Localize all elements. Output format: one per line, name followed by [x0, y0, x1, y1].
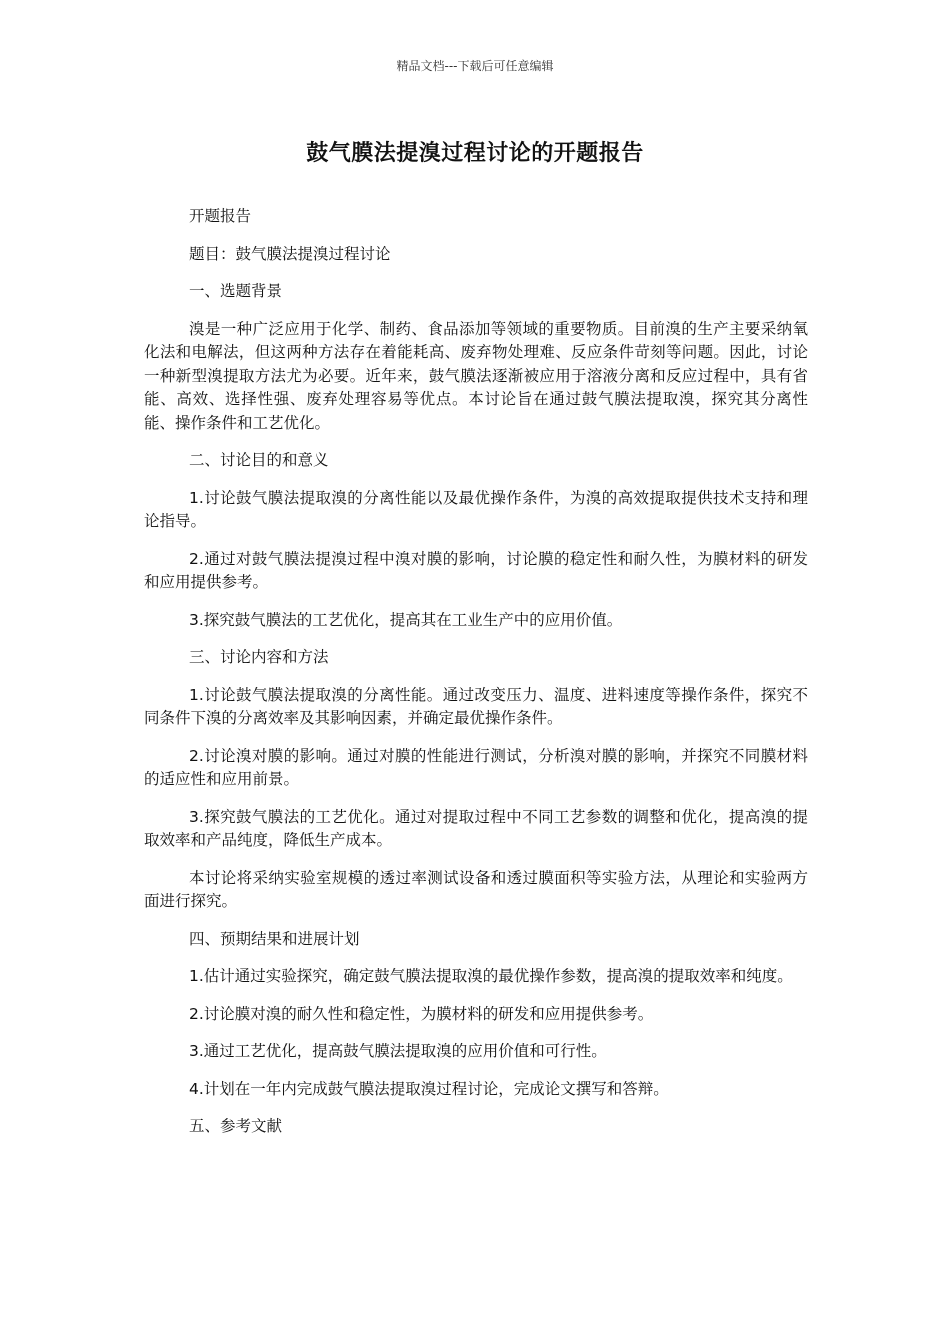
section-heading-plan: 四、预期结果和进展计划 — [189, 929, 360, 948]
section-heading-background: 一、选题背景 — [189, 282, 283, 300]
content-item-2: 2.讨论溴对膜的影响。通过对膜的性能进行测试，分析溴对膜的影响，并探究不同膜材料的适应性和应用前景。 — [144, 746, 808, 788]
background-paragraph: 溴是一种广泛应用于化学、制药、食品添加等领域的重要物质。目前溴的生产主要采纳氧化法和电解法，但这两种方法存在着能耗高、废弃物处理难、反应条件苛刻等问题。因此，讨论一种新型溴提取方法尤为必要。近年来，鼓气膜法逐渐被应用于溶液分离和反应过程中，具有省能、高效、选择性强、废弃处理容易等优点。本讨论旨在通过鼓气膜法提取溴，探究其分离性能、操作条件和工艺优化。 — [144, 319, 808, 432]
plan-item-4: 4.计划在一年内完成鼓气膜法提取溴过程讨论，完成论文撰写和答辩。 — [189, 1079, 669, 1098]
page-header: 精品文档---下载后可任意编辑 — [396, 59, 554, 73]
content-item-3: 3.探究鼓气膜法的工艺优化。通过对提取过程中不同工艺参数的调整和优化，提高溴的提取效率和产品纯度，降低生产成本。 — [144, 807, 808, 849]
document-title: 鼓气膜法提溴过程讨论的开题报告 — [306, 141, 644, 166]
purpose-item-3: 3.探究鼓气膜法的工艺优化，提高其在工业生产中的应用价值。 — [189, 610, 623, 629]
section-heading-purpose: 二、讨论目的和意义 — [189, 451, 329, 469]
topic-line: 题目：鼓气膜法提溴过程讨论 — [189, 244, 391, 263]
section-heading-references: 五、参考文献 — [189, 1117, 283, 1135]
section-heading-content: 三、讨论内容和方法 — [189, 648, 329, 666]
purpose-item-1: 1.讨论鼓气膜法提取溴的分离性能以及最优操作条件，为溴的高效提取提供技术支持和理论指导。 — [144, 488, 808, 530]
plan-item-1: 1.估计通过实验探究，确定鼓气膜法提取溴的最优操作参数，提高溴的提取效率和纯度。 — [189, 967, 793, 985]
method-paragraph: 本讨论将采纳实验室规模的透过率测试设备和透过膜面积等实验方法，从理论和实验两方面进行探究。 — [144, 868, 808, 910]
purpose-item-2: 2.通过对鼓气膜法提溴过程中溴对膜的影响，讨论膜的稳定性和耐久性，为膜材料的研发和应用提供参考。 — [144, 549, 808, 591]
content-item-1: 1.讨论鼓气膜法提取溴的分离性能。通过改变压力、温度、进料速度等操作条件，探究不同条件下溴的分离效率及其影响因素，并确定最优操作条件。 — [144, 685, 808, 727]
plan-item-3: 3.通过工艺优化，提高鼓气膜法提取溴的应用价值和可行性。 — [189, 1042, 607, 1060]
document-body — [144, 205, 808, 1153]
plan-item-2: 2.讨论膜对溴的耐久性和稳定性，为膜材料的研发和应用提供参考。 — [189, 1004, 654, 1023]
label-report: 开题报告 — [189, 207, 252, 225]
